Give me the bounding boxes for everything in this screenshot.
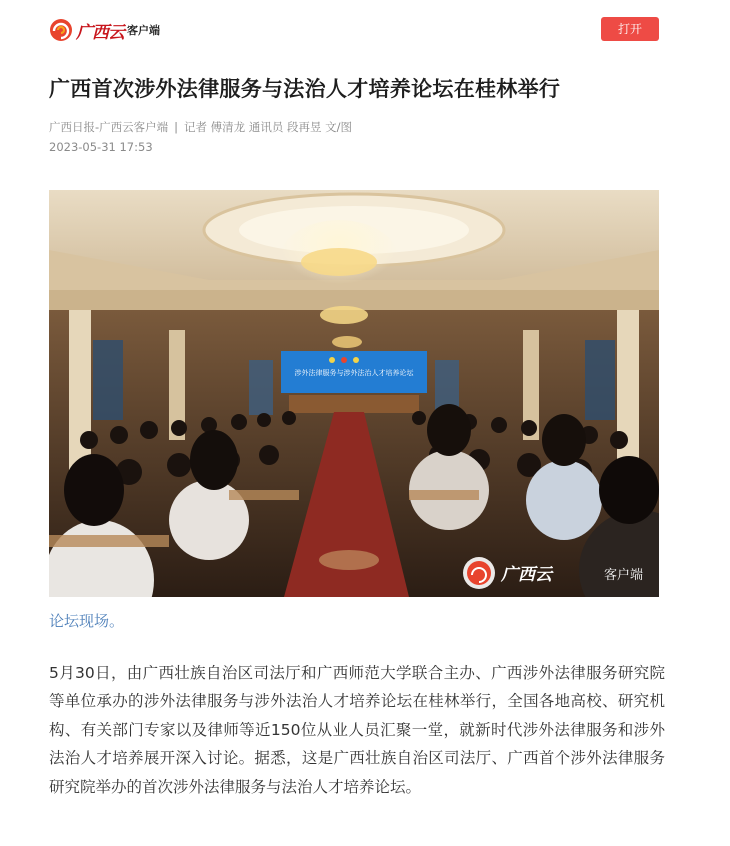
article-datetime: 2023-05-31 17:53 bbox=[49, 140, 153, 154]
meta-separator: | bbox=[174, 120, 179, 134]
article-source: 广西日报-广西云客户端 bbox=[49, 120, 169, 134]
watermark-logo: 广西云 bbox=[501, 565, 552, 585]
article-meta bbox=[49, 119, 352, 135]
logo-suffix: 客户端 bbox=[127, 24, 160, 37]
top-bar bbox=[0, 0, 730, 58]
article-photo bbox=[49, 190, 659, 597]
article-paragraph: 5月30日，由广西壮族自治区司法厅和广西师范大学联合主办、广西涉外法律服务研究院等单位承办的涉外法律服务与涉外法治人才培养论坛在桂林举行，全国各地高校、研究机构、有关部门专家以及律师等近150位从业人员汇聚一堂，就新时代涉外法律服务和涉外法治人才培养展开深入讨论。据悉，这是广西壮族自治区司法厅、广西首个涉外法律服务研究院举办的首次涉外法律服务与法治人才培养论坛。 bbox=[49, 664, 665, 796]
logo-swirl-icon bbox=[49, 18, 73, 42]
photo-caption: 论坛现场。 bbox=[49, 612, 125, 630]
app-logo[interactable] bbox=[49, 17, 160, 43]
watermark-suffix: 客户端 bbox=[604, 568, 644, 583]
conference-hall-photo bbox=[49, 190, 659, 597]
open-app-button[interactable]: 打开 bbox=[601, 17, 659, 41]
stage-banner-text: 涉外法律服务与涉外法治人才培养论坛 bbox=[294, 369, 414, 377]
logo-wordmark: 广西云 bbox=[76, 22, 124, 43]
article-byline: 记者 傅清龙 通讯员 段再昱 文/图 bbox=[184, 120, 353, 134]
article-title: 广西首次涉外法律服务与法治人才培养论坛在桂林举行 bbox=[49, 77, 561, 101]
